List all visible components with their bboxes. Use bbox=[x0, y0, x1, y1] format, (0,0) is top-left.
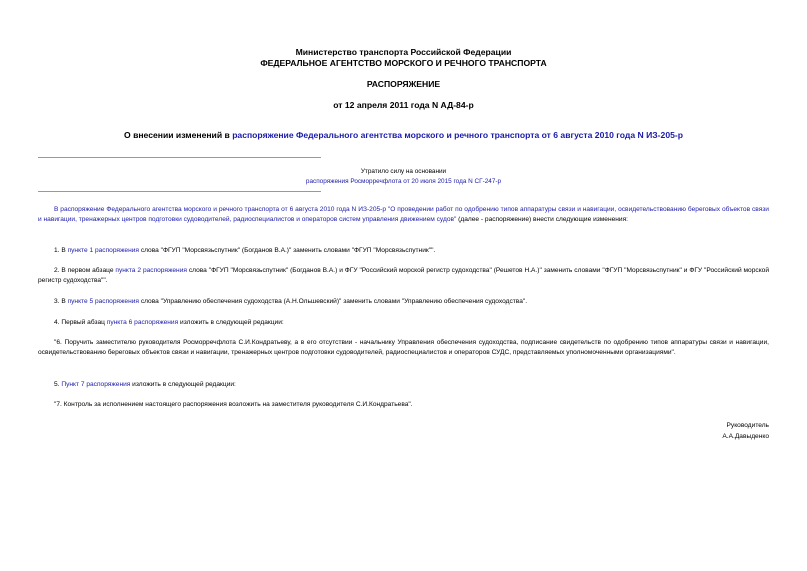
signature-name: А.А.Давыденко bbox=[722, 433, 769, 440]
agency-name: ФЕДЕРАЛЬНОЕ АГЕНТСТВО МОРСКОГО И РЕЧНОГО ТРАНСПОРТА bbox=[260, 58, 547, 68]
document-title bbox=[0, 130, 807, 141]
quote-paragraph-7: "7. Контроль за исполнением настоящего распоряжения возложить на заместителя руководителя С.И.Кондратьева". bbox=[54, 401, 413, 408]
p2-num: 2. В первом абзаце bbox=[54, 267, 116, 274]
title-amended-order-link[interactable]: распоряжение Федерального агентства морского и речного транспорта от 6 августа 2010 года N ИЗ-205-р bbox=[232, 130, 683, 140]
document-date-number: от 12 апреля 2011 года N АД-84-р bbox=[333, 100, 474, 110]
p3-num: 3. В bbox=[54, 298, 68, 305]
paragraph-4 bbox=[38, 318, 769, 328]
status-note: Утратило силу на основании bbox=[360, 168, 447, 175]
p3-rest: слова "Управлению обеспечения судоходства (А.Н.Ольшевский)" заменить словами "Управлению обеспечения судоходства". bbox=[138, 298, 528, 305]
p5-rest: изложить в следующей редакции: bbox=[130, 381, 236, 388]
status-divider bbox=[38, 191, 321, 192]
p4-link[interactable]: пункта 6 распоряжения bbox=[106, 319, 179, 326]
p5-link[interactable]: Пункт 7 распоряжения bbox=[61, 381, 131, 388]
status-link-line bbox=[0, 177, 807, 186]
p5-num: 5. bbox=[54, 381, 62, 388]
quote-paragraph-6: "6. Поручить заместителю руководителя Росморречфлота С.И.Кондратьеву, а в его отсутствии - начальнику Управления обеспечения судоходства, подписание свидетельств по одобрению типов аппаратуры связи и навигации, освидетельствованию береговых объектов связи и навигации, тренажерных центров подготовки судоводителей, радиоспециалистов и операторов СУДС, представляемых уполномоченными организациями". bbox=[38, 339, 769, 357]
p1-rest: слова "ФГУП "Морсвязьспутник" (Богданов В.А.)" заменить словами "ФГУП "Морсвязьспутник"". bbox=[138, 247, 436, 254]
intro-order-link[interactable]: В распоряжение Федерального агентства морского и речного транспорта от 6 августа 2010 года N ИЗ-205-р "О проведении работ по одобрению типов аппаратуры связи и навигации, освидетельствованию береговых объектов связи и навигации, тренажерных центров подготовки судоводителей, радиоспециалистов и операторов систем управления движением судов" bbox=[38, 206, 769, 224]
ministry-name: Министерство транспорта Российской Федерации bbox=[295, 47, 512, 57]
p2-link[interactable]: пункта 2 распоряжения bbox=[115, 267, 187, 274]
repeal-order-link[interactable]: распоряжения Росморречфлота от 20 июля 2015 года N СГ-247-р bbox=[305, 178, 502, 185]
signature-position: Руководитель bbox=[726, 422, 769, 429]
title-prefix: О внесении изменений в bbox=[124, 130, 233, 140]
top-divider bbox=[38, 157, 321, 158]
p1-link[interactable]: пункте 1 распоряжения bbox=[67, 247, 139, 254]
paragraph-2 bbox=[38, 266, 769, 286]
intro-rest: (далее - распоряжение) внести следующие изменения: bbox=[456, 216, 629, 224]
p2-rest: слова "ФГУП "Морсвязьспутник" (Богданов В.А.) и ФГУ "Российский морской регистр судоходства" (Решетов Н.А.)" заменить словами "ФГУП "Морсвязьспутник" и ФГУ "Российский морской регистр судоходства"". bbox=[38, 267, 769, 285]
paragraph-3 bbox=[38, 297, 769, 307]
p3-link[interactable]: пункте 5 распоряжения bbox=[67, 298, 139, 305]
p1-num: 1. В bbox=[54, 247, 68, 254]
intro-paragraph bbox=[38, 205, 769, 225]
document-type: РАСПОРЯЖЕНИЕ bbox=[366, 79, 441, 89]
p4-num: 4. Первый абзац bbox=[54, 319, 107, 326]
paragraph-1 bbox=[38, 246, 769, 256]
p4-rest: изложить в следующей редакции: bbox=[178, 319, 284, 326]
paragraph-5 bbox=[38, 380, 769, 390]
